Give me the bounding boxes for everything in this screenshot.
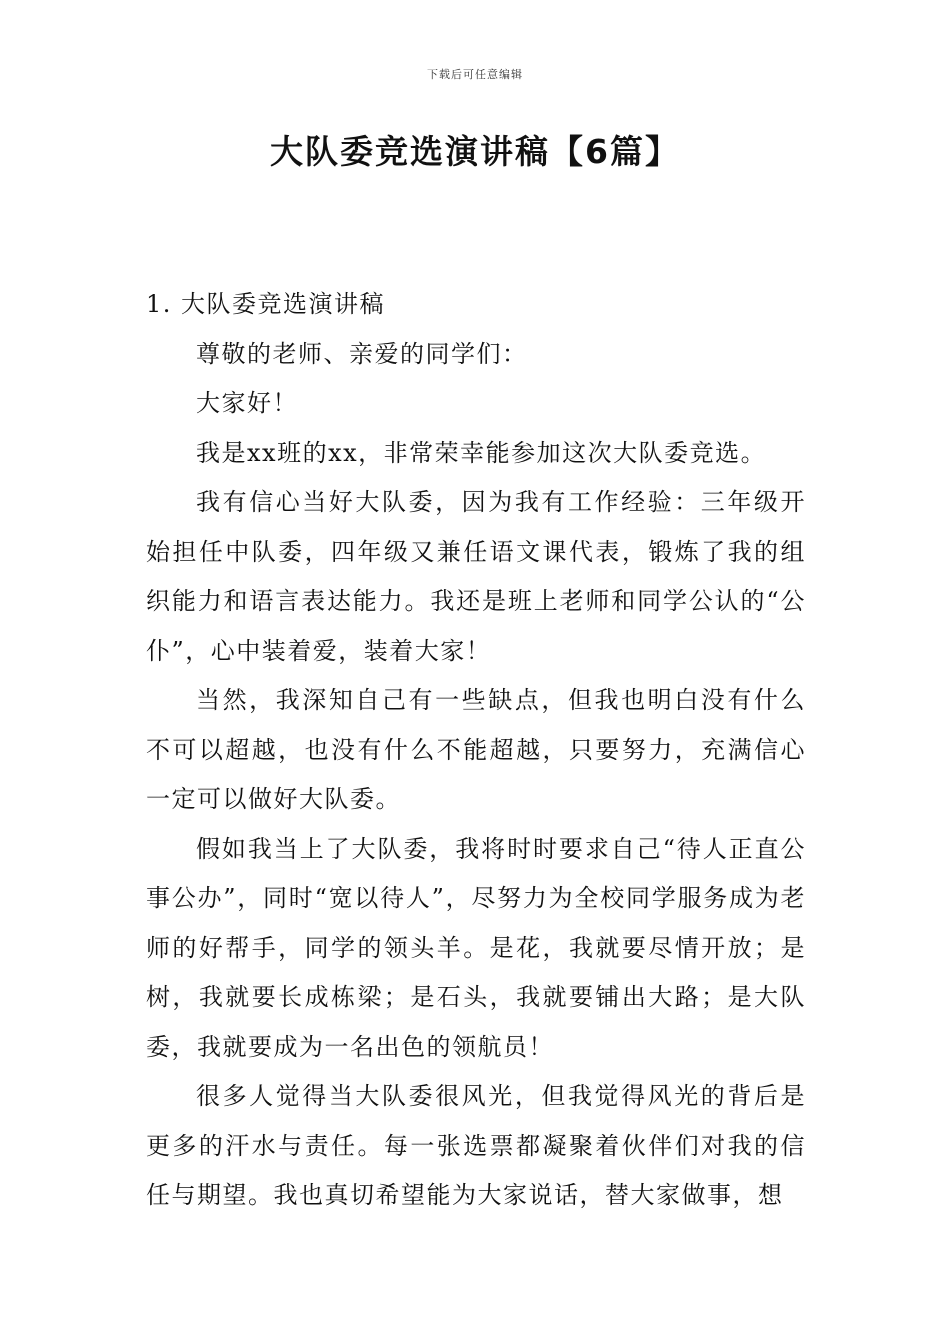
document-title: 大队委竞选演讲稿【6篇】 [270,132,680,171]
paragraph-experience: 我有信心当好大队委，因为我有工作经验：三年级开始担任中队委，四年级又兼任语文课代表，锻炼了我的组织能力和语言表达能力。我还是班上老师和同学公认的“公仆”，心中装着爱，装着大家！ [146,488,806,665]
header-note: 下载后可任意编辑 [427,68,523,81]
paragraph-intro: 我是xx班的xx，非常荣幸能参加这次大队委竞选。 [196,438,767,467]
paragraph-hello: 大家好！ [196,389,298,417]
section-heading: 1. 大队委竞选演讲稿 [146,290,386,318]
document-body [146,280,806,1221]
paragraph-greeting: 尊敬的老师、亲爱的同学们： [196,339,528,368]
paragraph-promise: 假如我当上了大队委，我将时时要求自己“待人正直公事公办”，同时“宽以待人”，尽努力为全校同学服务成为老师的好帮手，同学的领头羊。是花，我就要尽情开放；是树，我就要长成栋梁；是石头，我就要铺出大路；是大队委，我就要成为一名出色的领航员！ [146,834,806,1061]
paragraph-responsibility: 很多人觉得当大队委很风光，但我觉得风光的背后是更多的汗水与责任。每一张选票都凝聚着伙伴们对我的信任与期望。我也真切希望能为大家说话，替大家做事，想 [146,1082,806,1209]
paragraph-shortcomings: 当然，我深知自己有一些缺点，但我也明白没有什么不可以超越，也没有什么不能超越，只要努力，充满信心一定可以做好大队委。 [146,686,806,813]
